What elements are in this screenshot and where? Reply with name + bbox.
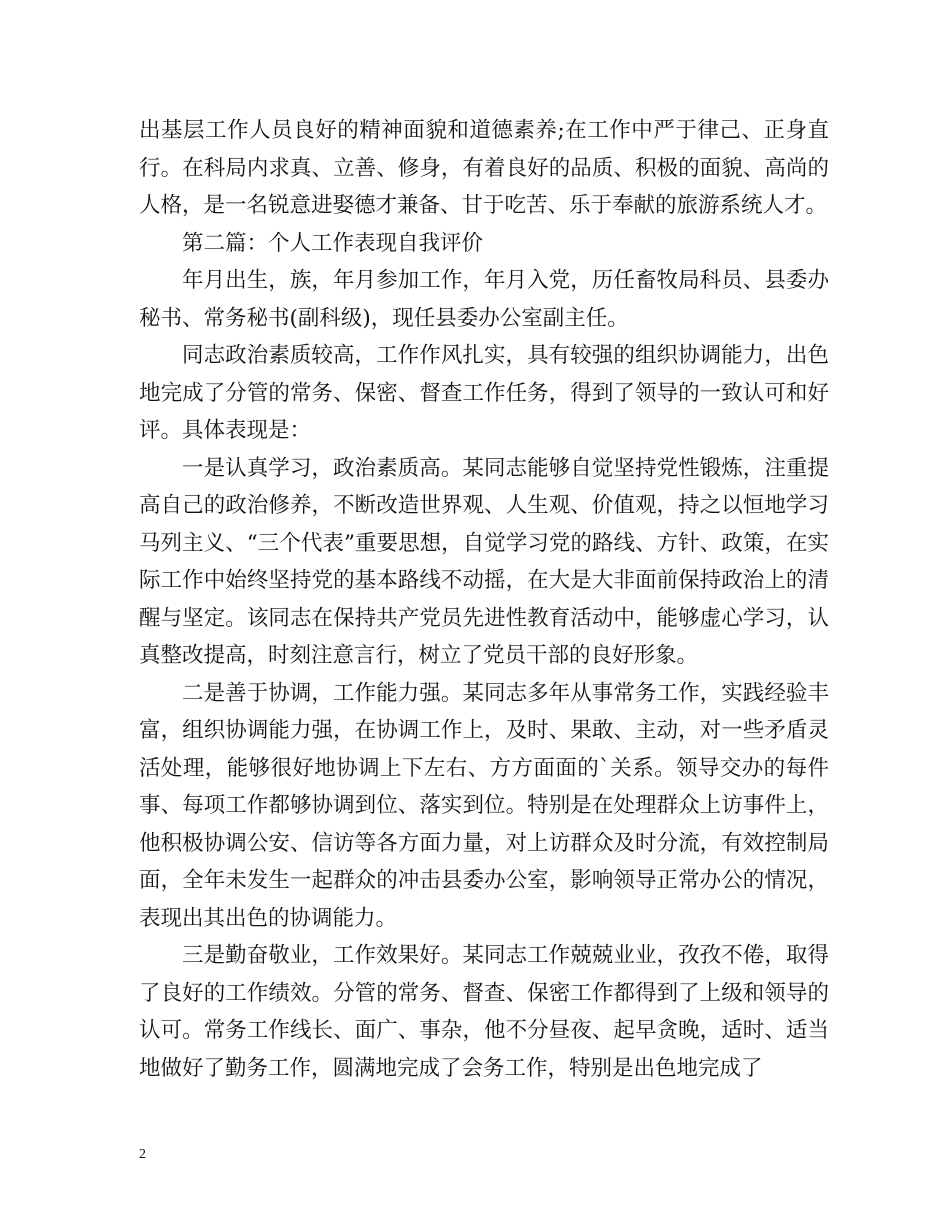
document-body <box>139 112 829 1087</box>
page-number: 2 <box>139 1147 146 1162</box>
paragraph-continuation: 出基层工作人员良好的精神面貌和道德素养;在工作中严于律己、正身直行。在科局内求真、立善、修身，有着良好的品质、积极的面貌、高尚的人格，是一名锐意进娶德才兼备、甘于吃苦、乐于奉献的旅游系统人才。 <box>139 118 829 218</box>
paragraph-summary: 同志政治素质较高，工作作风扎实，具有较强的组织协调能力，出色地完成了分管的常务、保密、督查工作任务，得到了领导的一致认可和好评。具体表现是： <box>139 343 829 443</box>
paragraph-point-three: 三是勤奋敬业，工作效果好。某同志工作兢兢业业，孜孜不倦，取得了良好的工作绩效。分管的常务、督查、保密工作都得到了上级和领导的认可。常务工作线长、面广、事杂，他不分昼夜、起早贪晚，适时、适当地做好了勤务工作，圆满地完成了会务工作，特别是出色地完成了 <box>139 943 829 1081</box>
paragraph-profile: 年月出生，族，年月参加工作，年月入党，历任畜牧局科员、县委办秘书、常务秘书(副科级)，现任县委办公室副主任。 <box>139 268 829 331</box>
paragraph-point-one: 一是认真学习，政治素质高。某同志能够自觉坚持党性锻炼，注重提高自己的政治修养，不断改造世界观、人生观、价值观，持之以恒地学习马列主义、“三个代表”重要思想，自觉学习党的路线、方针、政策，在实际工作中始终坚持党的基本路线不动摇，在大是大非面前保持政治上的清醒与坚定。该同志在保持共产党员先进性教育活动中，能够虚心学习，认真整改提高，时刻注意言行，树立了党员干部的良好形象。 <box>139 455 829 668</box>
section-heading: 第二篇：个人工作表现自我评价 <box>182 230 484 256</box>
paragraph-point-two: 二是善于协调，工作能力强。某同志多年从事常务工作，实践经验丰富，组织协调能力强，在协调工作上，及时、果敢、主动，对一些矛盾灵活处理，能够很好地协调上下左右、方方面面的`关系。领导交办的每件事、每项工作都够协调到位、落实到位。特别是在处理群众上访事件上，他积极协调公安、信访等各方面力量，对上访群众及时分流，有效控制局面，全年未发生一起群众的冲击县委办公室，影响领导正常办公的情况，表现出其出色的协调能力。 <box>139 680 829 931</box>
